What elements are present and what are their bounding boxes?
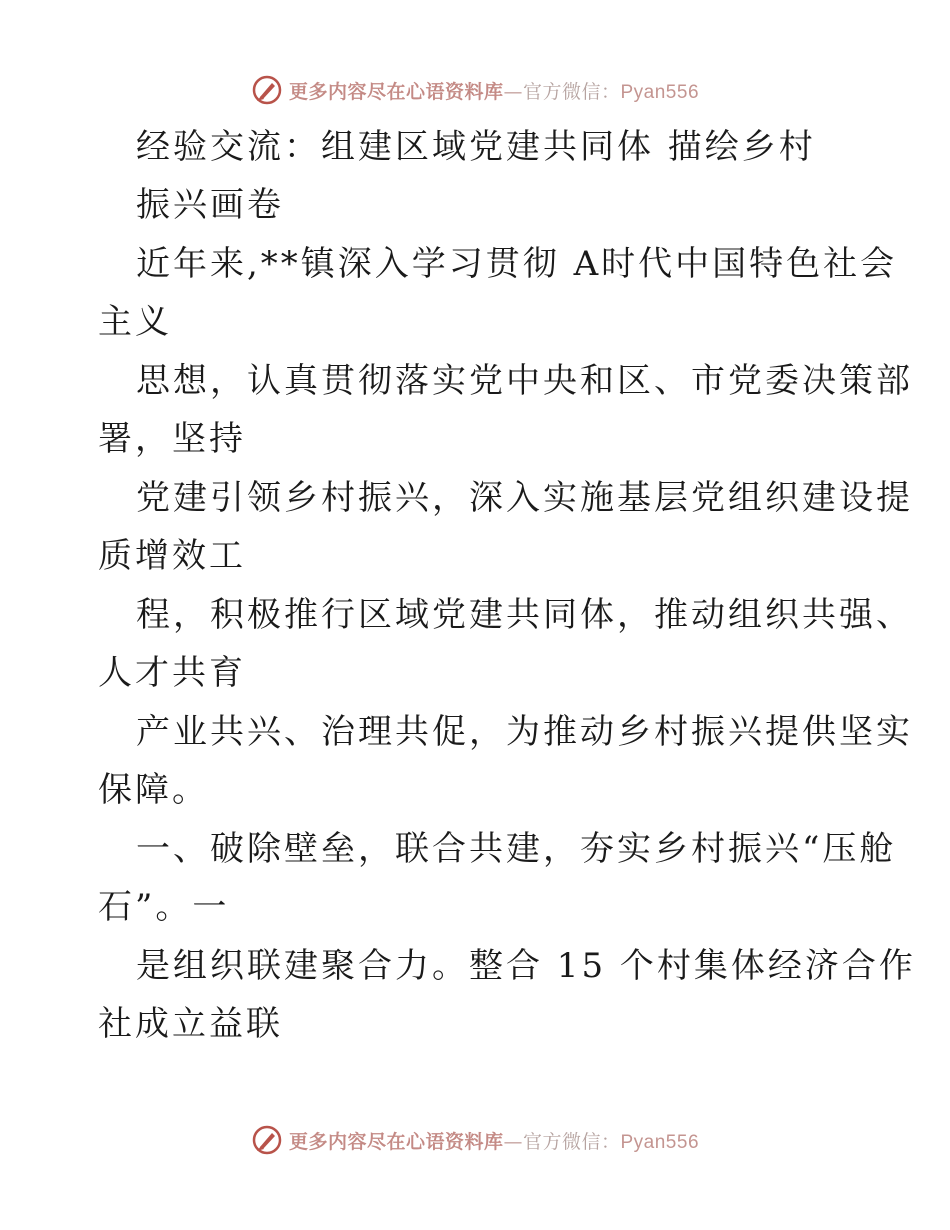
doc-text-line: 署，坚持	[98, 419, 246, 459]
doc-text-line: 程，积极推行区域党建共同体，推动组织共强、	[136, 595, 913, 635]
watermark-brand: 更多内容尽在心语资料库	[288, 80, 504, 103]
watermark-wechat-id: Pyan556	[620, 1131, 700, 1153]
pen-logo-icon	[251, 74, 283, 106]
watermark-text	[289, 77, 699, 104]
doc-title-line-1: 经验交流：组建区域党建共同体 描绘乡村	[136, 127, 816, 167]
doc-title-line-2: 振兴画卷	[136, 185, 284, 225]
watermark-dash: —	[503, 80, 523, 103]
doc-text-line: 思想，认真贯彻落实党中央和区、市党委决策部	[136, 361, 913, 401]
doc-text-line: 社成立益联	[98, 1004, 283, 1044]
doc-text-line: 党建引领乡村振兴，深入实施基层党组织建设提	[136, 478, 913, 518]
watermark-dash: —	[503, 1130, 523, 1153]
pen-logo-icon	[251, 1124, 283, 1156]
doc-text-line: 石”。一	[98, 887, 230, 927]
watermark-label: 官方微信：	[522, 80, 621, 103]
footer-watermark	[0, 1120, 950, 1160]
doc-section-heading: 一、破除壁垒，联合共建，夯实乡村振兴“压舱	[136, 829, 897, 869]
doc-text-line: 人才共育	[98, 653, 246, 693]
doc-text-line: 是组织联建聚合力。整合 15 个村集体经济合作	[136, 946, 916, 986]
watermark-label: 官方微信：	[522, 1130, 621, 1153]
doc-text-line: 质增效工	[98, 536, 246, 576]
doc-text-line: 保障。	[98, 770, 209, 810]
watermark-brand: 更多内容尽在心语资料库	[288, 1130, 504, 1153]
doc-text-line: 主义	[98, 302, 172, 342]
header-watermark	[0, 70, 950, 110]
doc-text-line: 近年来,**镇深入学习贯彻 A时代中国特色社会	[136, 244, 898, 284]
doc-text-line: 产业共兴、治理共促，为推动乡村振兴提供坚实	[136, 712, 913, 752]
watermark-text	[289, 1127, 699, 1154]
watermark-wechat-id: Pyan556	[620, 81, 700, 103]
